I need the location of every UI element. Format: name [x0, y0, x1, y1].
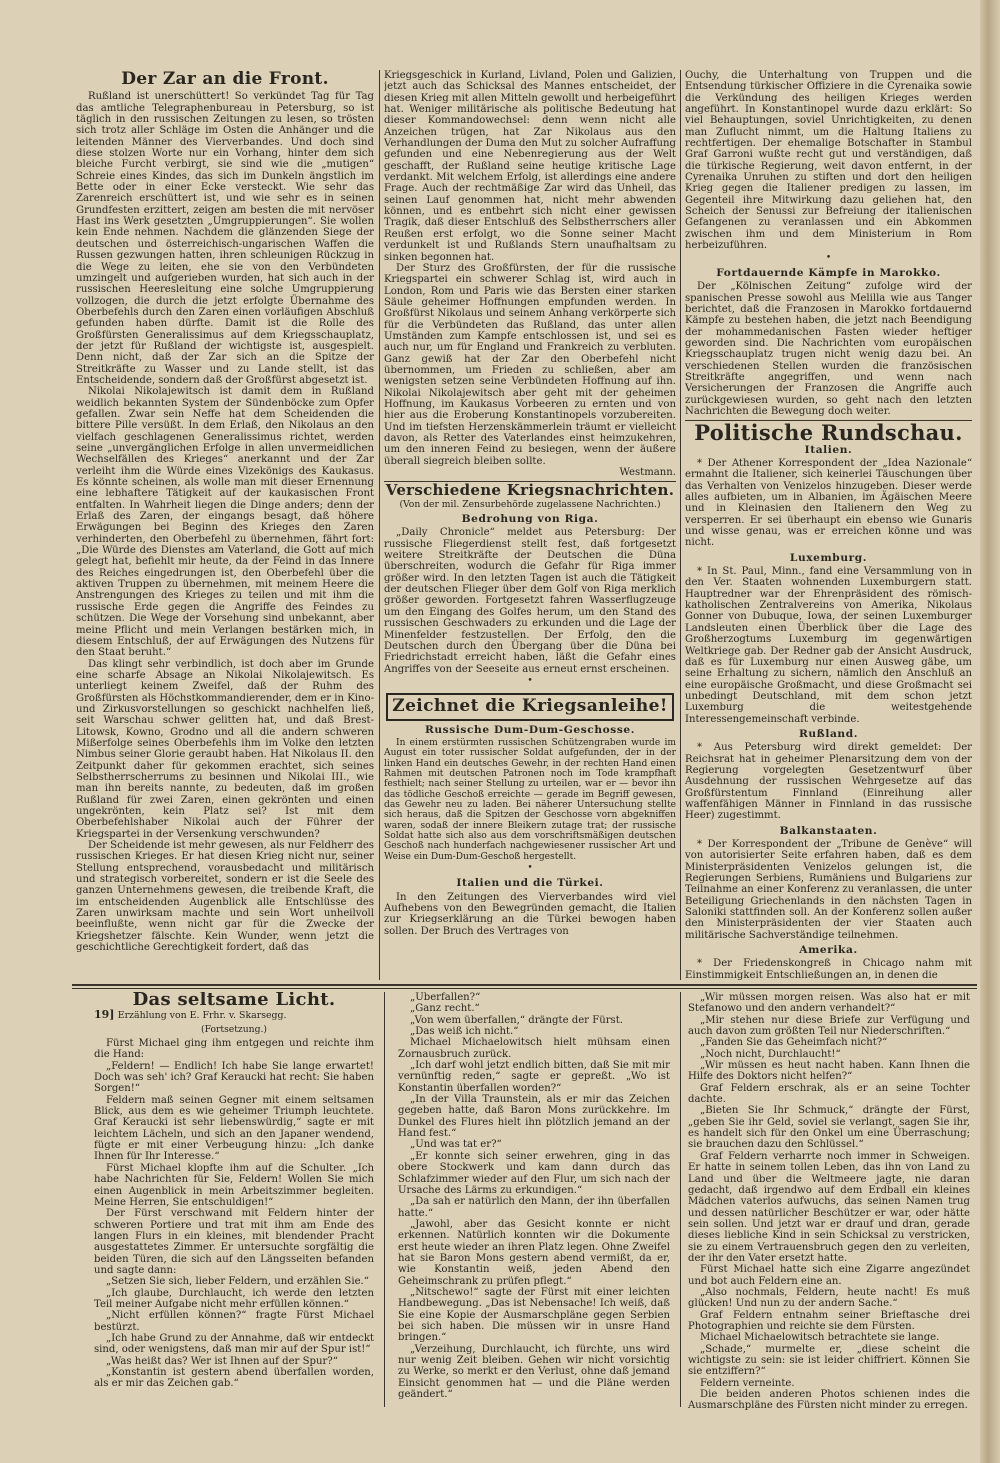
paragraph: Nikolai Nikolajewitsch ist damit dem in Rußland weidlich bekannten System der Sündenböcke zum Opfer gefallen. Zwar sein Neffe hat dem Scheidenden die bittere Pille versüßt. In dem Erlaß, den Nikolaus an den vielfach geschlagenen Generalissimus richtet, werden seine „unvergänglichen Erfolge in allen unvermeidlichen Wechselfällen des Krieges“ anerkannt und der Zar verleiht ihm die Würde eines Vizekönigs des Kaukasus. Es könnte scheinen, als wolle man mit dieser Ernennung eine lebhaftere Tätigkeit auf der kaukasischen Front entfalten. In Wahrheit liegen die Dinge anders; denn der Erlaß des Zaren, der eingangs besagt, daß höhere Erwägungen bei Beginn des Krieges den Zaren verhinderten, den Oberbefehl zu übernehmen, fährt fort: „Die Würde des Dienstes am Vaterland, die Gott auf mich gelegt hat, befiehlt mir heute, da der Feind in das Innere des Reiches eingedrungen ist, den Oberbefehl über die aktiven Truppen zu übernehmen, mit meinem Heere die Anstrengungen des Krieges zu teilen und mit ihm die russische Erde gegen die Angriffe des Feindes zu schützen. Die Wege der Vorsehung sind unbekannt, aber meine Pflicht und mein Verlangen bestärken mich, in diesem Entschluß, der auf Erwägungen des Nutzens für den Staat beruht.“: [76, 386, 374, 659]
paragraph: Graf Feldern erschrak, als er an seine Tochter dachte.: [688, 1082, 970, 1106]
paragraph: * In St. Paul, Minn., fand eine Versammlung von in den Ver. Staaten wohnenden Luxemburgern statt. Hauptredner war der Ehrenpräsident des römisch-katholischen Zentralvereins von Amerika, Nikolaus Gonner von Dubuque, Iowa, der seinen Luxemburger Landsleuten einen Überblick über die Lage des Großherzogtums Luxemburg im gegenwärtigen Weltkriege gab. Der Redner gab der Ansicht Ausdruck, daß es für Luxemburg nur einen Ausweg gäbe, um seine Erhaltung zu sichern, nämlich den Anschluß an eine europäische Großmacht, und diese Großmacht sei unbedingt Deutschland, mit dem schon jetzt Luxemburg die weitestgehende Interessengemeinschaft verbinde.: [685, 566, 972, 725]
paragraph: „Von wem überfallen,“ drängte der Fürst.: [410, 1014, 623, 1026]
paragraph: Fürst Michael hatte sich eine Zigarre angezündet und bot auch Feldern eine an.: [688, 1264, 970, 1287]
paragraph: „Noch nicht, Durchlaucht!“: [700, 1048, 841, 1060]
paragraph: „Nicht erfüllen können?“ fragte Fürst Michael bestürzt.: [94, 1310, 374, 1333]
heading-riga: Bedrohung von Riga.: [461, 513, 599, 526]
paragraph: Ouchy, die Unterhaltung von Truppen und die Entsendung türkischer Offiziere in die Cyrenaika sowie die Verkündung des heiligen Krieges werden angeführt. In Konstantinopel wurde dazu erklärt: So viel Behauptungen, soviel Unrichtigkeiten, zu denen man Zuflucht nimmt, um die Haltung Italiens zu rechtfertigen. Der ehemalige Botschafter in Stambul Graf Garroni wußte recht gut und verständigen, daß die türkische Regierung, weit davon entfernt, in der Cyrenaika Unruhen zu stiften und dort den heiligen Krieg gegen die Italiener predigen zu lassen, im Gegenteil ihre Mitwirkung dazu geliehen hat, den Scheich der Senussi zur Befreiung der italienischen Gefangenen zu veranlassen und ein Abkommen zwischen ihm und dem Ministerium in Rom herbeizuführen.: [685, 70, 972, 252]
feuilleton-column-2: [398, 992, 670, 1412]
heading-russland: Rußland.: [798, 727, 859, 740]
paragraph: „In der Villa Traunstein, als er mir das Zeichen gegeben hatte, daß Baron Mons zurückkehre. Im Dunkel des Flures hielt ihn plötzlich jemand an der Hand fest.“: [398, 1094, 670, 1140]
paragraph: Der Scheidende ist mehr gewesen, als nur Feldherr des russischen Krieges. Er hat diesen Krieg nicht nur, seiner Stellung entsprechend, vorausbedacht und militärisch und strategisch vorbereitet, sondern er ist die Seele des ganzen Unternehmens gewesen, die treibende Kraft, die im entscheidenden Augenblick alle Entschlüsse des Zaren unwirksam machte und sein Wort unheilvoll beeinflußte, wenn nicht gar für die Zwecke der Kriegshetzer fälschte. Kein Wunder, wenn jetzt die geschichtliche Gerechtigkeit fordert, daß das: [76, 840, 374, 954]
column-divider: [680, 992, 681, 1407]
paragraph: „Da sah er natürlich den Mann, der ihn überfallen hatte.“: [398, 1196, 670, 1219]
paragraph: „Ganz recht.“: [410, 1003, 480, 1015]
section-subtitle: (Von der mil. Zensurbehörde zugelassene Nachrichten.): [399, 498, 661, 510]
paragraph: „Überfallen?“: [410, 992, 481, 1003]
separator-star: •: [825, 252, 832, 263]
paragraph: Das klingt sehr verbindlich, ist doch aber im Grunde eine scharfe Absage an Nikolai Nikolajewitsch. Es unterliegt keinem Zweifel, daß der Ruhm des Großfürsten als Höchstkommandierender, dem er in Kino- und Zirkusvorstellungen so geschickt nachhelfen ließ, seit Warschau schwer gelitten hat, und daß Brest-Litowsk, Kowno, Grodno und all die andern schweren Mißerfolge seines Oberbefehls ihm im Volke den letzten Nimbus seiner Glorie geraubt haben. Hat Nikolaus II. den Zeitpunkt daher für gekommen erachtet, sich seines Selbstherrscherrums zu besinnen und Nikolai III., wie man ihn bereits nannte, zu bedeuten, daß im großen Rußland für zwei Zaren, einen gekrönten und einen ungekrönten, kein Platz sei? Ist mit dem Oberbefehlshaber Nikolai auch der Führer der Kriegspartei in der Versenkung verschwunden?: [76, 658, 374, 840]
column-divider: [680, 70, 681, 980]
paragraph: Michael Michaelowitsch hielt mühsam einen Zornausbruch zurück.: [398, 1037, 670, 1060]
page-fold-shadow: [980, 0, 1000, 1463]
paragraph: Der Fürst verschwand mit Feldern hinter der schweren Portiere und trat mit ihm am Ende des langen Flurs in ein kleines, mit blendender Pracht ausgestattetes Zimmer. Er untersuchte sorgfältig die beiden Türen, die sich auf den Längsseiten befanden und sagte dann:: [94, 1208, 374, 1276]
paragraph: Fürst Michael klopfte ihm auf die Schulter. „Ich habe Nachrichten für Sie, Feldern! Wollen Sie mich einen Augenblick in mein Arbeitszimmer begleiten. Meine Herren, Sie entschuldigen!“: [94, 1162, 374, 1208]
paragraph: „Nitschewo!“ sagte der Fürst mit einer leichten Handbewegung. „Das ist Nebensache! Ich weiß, daß Sie eine Kopie der Ausmarschpläne gegen Serbien bei sich haben. Die müssen wir in unsre Hand bringen.“: [398, 1286, 670, 1344]
paragraph: „Ich glaube, Durchlaucht, ich werde den letzten Teil meiner Aufgabe nicht mehr erfüllen können.“: [94, 1287, 374, 1310]
kriegsanleihe-ad-box: Zeichnet die Kriegsanleihe!: [386, 693, 674, 720]
paragraph: „Schade,“ murmelte er, „diese scheint die wichtigste zu sein: sie ist leider chiffriert. Können Sie sie entziffern?“: [688, 1343, 970, 1378]
paragraph: Rußland ist unerschüttert! So verkündet Tag für Tag das amtliche Telegraphenbureau in Petersburg, so ist täglich in den russischen Zeitungen zu lesen, so trösten sich trotz aller Schläge im Osten die Anhänger und die leitenden Männer des Vierverbandes. Und doch sind diese stolzen Worte nur ein Vorhang, hinter dem sich bleiche Furcht verbirgt, sie sind wie die „mutigen“ Schreie eines Kindes, das sich im Dunkeln ängstlich im Bette oder in einer Ecke versteckt. Wie sehr das Zarenreich erschüttert ist, und wie sehr es in seinen Grundfesten erzittert, zeigen am besten die mit nervöser Hast ins Werk gesetzten „Umgruppierungen“. Sie wollen kein Ende nehmen. Nachdem die glänzenden Siege der deutschen und österreichisch-ungarischen Waffen die Russen gezwungen hatten, ihren schleunigen Rückzug in die Wege zu leiten, ehe sie von den Verbündeten umzingelt und aufgerieben wurden, hat sich auch in der russischen Heeresleitung eine solche Umgruppierung vollzogen, die durch die jetzt erfolgte Übernahme des Oberbefehls durch den Zaren einen vorläufigen Abschluß gefunden haben dürfte. Damit ist die Rolle des Großfürsten Generalissimus auf dem Kriegsschauplatz, der jetzt für Rußland der wichtigste ist, ausgespielt. Denn nicht, daß der Zar sich an die Spitze der Streitkräfte zu Wasser und zu Lande stellt, ist das Entscheidende, sondern daß der Großfürst abgesetzt ist.: [76, 91, 374, 386]
paragraph: „Fanden Sie das Geheimfach nicht?“: [700, 1037, 888, 1049]
serial-number: 19]: [94, 1008, 115, 1022]
paragraph: „Setzen Sie sich, lieber Feldern, und erzählen Sie.“: [106, 1276, 369, 1288]
paragraph: Der Sturz des Großfürsten, der für die russische Kriegspartei ein schwerer Schlag ist, wird auch in London, Rom und Paris wie das Bersten einer starken Säule geheimer Hoffnungen empfunden werden. In Großfürst Nikolaus und seinem Anhang verkörperte sich für die Verbündeten das Rußland, das unter allen Umständen zum Kampfe entschlossen ist, und sei es auch nur, um für England und Frankreich zu verbluten. Ganz gewiß hat der Zar den Oberbefehl nicht übernommen, um Frieden zu schließen, aber am wenigsten setzen seine Verbündeten Hoffnung auf ihn. Nikolai Nikolajewitsch aber geht mit der geheimen Hoffnung, im Kaukasus Vorbeeren zu ernten und von hier aus die Eroberung Konstantinopels vorzubereiten. Und im tiefsten Herzenskämmerlein träumt er vielleicht davon, als Retter des Vaterlandes einst heimzukehren, um den inneren Feind zu besiegen, wenn der äußere überall siegreich bleiben sollte.: [384, 262, 676, 467]
paragraph: „Mir stehen nur diese Briefe zur Verfügung und auch davon zum größten Teil nur Niederschriften.“: [688, 1014, 970, 1038]
feuilleton-rule: [72, 984, 977, 986]
paragraph: „Verzeihung, Durchlaucht, ich fürchte, uns wird nur wenig Zeit bleiben. Gehen wir nicht vorsichtig zu Werke, so merkt er den Verlust, ohne daß jemand Einsicht genommen hat — und die Pläne werden geändert.“: [398, 1343, 670, 1401]
paragraph: „Feldern! — Endlich! Ich habe Sie lange erwartet! Doch was seh' ich? Graf Keraucki hat recht: Sie haben Sorgen!“: [94, 1060, 374, 1095]
paragraph: Feldern maß seinen Gegner mit einem seltsamen Blick, aus dem es wie geheimer Triumph leuchtete. Graf Keraucki ist sehr liebenswürdig,“ sagte er mit leichtem Lächeln, und sich an den Japaner wendend, fügte er mit einer Verbeugung hinzu: „Ich danke Ihnen für Ihr Interesse.“: [94, 1094, 374, 1163]
byline: Erzählung von E. Frhr. v. Skarsegg.: [117, 1010, 287, 1022]
paragraph: Fürst Michael ging ihm entgegen und reichte ihm die Hand:: [94, 1038, 374, 1061]
paragraph: „Jawohl, aber das Gesicht konnte er nicht erkennen. Natürlich konnten wir die Dokumente erst heute wieder an ihren Platz legen. Ohne Zweifel hat sie Baron Mons gestern abend vermißt, da er, wie Konstantin weiß, jeden Abend den Geheimschrank zu prüfen pflegt.“: [398, 1218, 670, 1287]
section-title-rundschau: Politische Rundschau.: [694, 420, 963, 446]
paragraph: „Daily Chronicle“ meldet aus Petersburg: Der russische Fliegerdienst stellt fest, daß fortgesetzt weitere Streitkräfte der Deutschen die Düna überschreiten, wodurch die Gefahr für Riga immer größer wird. In den letzten Tagen ist auch die Tätigkeit der deutschen Flieger über dem Golf von Riga merklich größer geworden. Fortgesetzt fahren Wasserflugzeuge um den Eingang des Golfes herum, um den Stand des russischen Geschwaders zu erkunden und die Lage der Minenfelder festzustellen. Der Erfolg, den die Deutschen durch den Übergang über die Düna bei Friedrichstadt erreicht haben, läßt die Gefahr eines Angriffes von der Seeseite aus erneut ernst erscheinen.: [384, 527, 676, 675]
section-title-kriegsnachrichten: Verschiedene Kriegsnachrichten.: [385, 481, 675, 500]
paragraph: „Also nochmals, Feldern, heute nacht! Es muß glücken! Und nun zu der andern Sache.“: [688, 1286, 970, 1310]
paragraph: „Das weiß ich nicht.“: [410, 1026, 519, 1038]
paragraph: Die beiden anderen Photos schienen indes die Ausmarschpläne des Fürsten nicht minder zu erregen.: [688, 1389, 970, 1412]
feuilleton-column-1: [94, 992, 374, 1412]
heading-italien: Italien.: [804, 443, 853, 456]
paragraph: „Wir müssen es heut nacht haben. Kann Ihnen die Hilfe des Doktors nicht helfen?“: [688, 1060, 970, 1083]
heading-marokko: Fortdauernde Kämpfe in Marokko.: [716, 266, 941, 279]
paragraph: * Der Korrespondent der „Tribune de Genève“ will von autorisierter Seite erfahren haben, daß es dem Ministerpräsidenten Venizelos gelungen ist, die Regierungen Serbiens, Rumäniens und Bulgariens zur Teilnahme an einer Konferenz zu veranlassen, die unter Beteiligung Griechenlands in den nächsten Tagen in Saloniki stattfinden soll. An der Konferenz sollen außer den Ministerpräsidenten der vier Staaten auch militärische Sachverständige teilnehmen.: [685, 839, 972, 941]
paragraph: „Wir müssen morgen reisen. Was also hat er mit Stefanowo und den andern verhandelt?“: [688, 992, 970, 1015]
paragraph: Der „Kölnischen Zeitung“ zufolge wird der spanischen Presse sowohl aus Melilla wie aus Tanger berichtet, daß die Franzosen in Marokko fortdauernd Kämpfe zu bestehen haben, die jetzt nach Beendigung der mohammedanischen Fasten wieder heftiger geworden sind. Die Nachrichten vom europäischen Kriegsschauplatz trugen nicht wenig dazu bei. An verschiedenen Stellen wurden die französischen Streitkräfte angegriffen, und wenn nach Versicherungen der Franzosen die Angriffe auch zurückgewiesen wurden, so geht nach den letzten Nachrichten die Bewegung doch weiter.: [685, 281, 972, 417]
heading-balkan: Balkanstaaten.: [779, 824, 878, 837]
article-title-zar: Der Zar an die Front.: [121, 70, 329, 89]
paragraph: Graf Feldern verharrte noch immer in Schweigen. Er hatte in seinem tollen Leben, das ihn von Land zu Land und über die Weltmeere jagte, nie daran gedacht, daß irgendwo auf dem Erdball ein kleines Mädchen vaterlos aufwuchs, das seinen Namen trug und dessen natürlicher Beschützer er war, oder hätte sein sollen. Und jetzt war er drauf und dran, gerade dieses liebliche Kind in sein Schicksal zu verstricken, sie zu einem Vertrauensbruch gegen den zu verleiten, der ihr den Vater ersetzt hatte.: [688, 1150, 970, 1264]
column-divider: [379, 70, 380, 980]
paragraph: „Ich darf wohl jetzt endlich bitten, daß Sie mit mir vernünftig reden,“ sagte er gepreßt. „Wo ist Konstantin überfallen worden?“: [398, 1060, 670, 1094]
paragraph: „Was heißt das? Wer ist Ihnen auf der Spur?“: [106, 1355, 338, 1367]
paragraph: Feldern verneinte.: [700, 1377, 795, 1389]
paragraph: In den Zeitungen des Vierverbandes wird viel Aufhebens von den Bewegründen gemacht, die Italien zur Kriegserklärung an die Türkei bewogen haben sollen. Der Bruch des Vertrages von: [384, 891, 676, 937]
heading-dumdum: Russische Dum-Dum-Geschosse.: [424, 723, 636, 736]
feuilleton-column-3: [688, 992, 970, 1412]
paragraph: Graf Feldern entnahm seiner Brieftasche drei Photographien und reichte sie dem Fürsten.: [688, 1309, 970, 1332]
column-3: [685, 70, 972, 980]
paragraph: Kriegsgeschick in Kurland, Livland, Polen und Galizien, jetzt auch das Schicksal des Mannes entscheidet, der diesen Krieg mit allen Mitteln gewollt und herbeigeführt hat. Weniger militärische als politische Bedeutung hat dieser Kommandowechsel: denn wenn nicht alle Anzeichen trügen, hat Zar Nikolaus aus den Verhandlungen der Duma den Mut zu solcher Aufraffung gefunden und eine Nebenregierung aus der Welt geschafft, der Rußland seine heutige kritische Lage verdankt. Mit welchem Erfolg, ist allerdings eine andere Frage. Auch der rechtmäßige Zar wird das Unheil, das seinen Lauf genommen hat, nicht mehr abwenden können, und es entbehrt sich nicht einer gewissen Tragik, daß dieser Entschluß des Selbstherrschers aller Reußen erst erfolgt, wo die Sonne seiner Macht verdunkelt ist und Rußlands Stern unaufhaltsam zu sinken begonnen hat.: [384, 70, 676, 263]
heading-tuerkei: Italien und die Türkei.: [456, 877, 604, 890]
separator-star: •: [527, 863, 533, 874]
feuilleton-title: Das seltsame Licht.: [132, 992, 336, 1010]
paragraph: „Konstantin ist gestern abend überfallen worden, als er mir das Zeichen gab.“: [94, 1367, 374, 1390]
signature: Westmann.: [619, 467, 676, 479]
paragraph: „Er konnte sich seiner erwehren, ging in das obere Stockwerk und kam dann durch das Schlafzimmer wieder auf den Flur, um sich nach der Ursache des Lärms zu erkundigen.“: [398, 1150, 670, 1196]
heading-luxemburg: Luxemburg.: [789, 551, 868, 564]
paragraph: In einem erstürmten russischen Schützengraben wurde im August ein toter russischer Soldat aufgefunden, der in der linken Hand ein deutsches Gewehr, in der rechten Hand einen Rahmen mit deutschen Patronen noch im Tode krampfhaft festhielt; nach seiner Stellung zu urteilen, war er — bevor ihn das tödliche Geschoß erreichte — gerade im Begriff gewesen, das Gewehr neu zu laden. Bei näherer Untersuchung stellte sich heraus, daß die Spitzen der Geschosse vorn abgekniffen waren, sodaß der innere Bleikern zutage trat; der russische Soldat hatte sich also aus dem vorschriftsmäßigen deutschen Geschoß nach hunderfach nachgewiesener russischer Art und Weise ein Dum-Dum-Geschoß hergestellt.: [384, 737, 676, 862]
paragraph: * Aus Petersburg wird direkt gemeldet: Der Reichsrat hat in geheimer Plenarsitzung dem von der Regierung vorgelegten Gesetzentwurf über Ausdehnung der russischen Wehrgesetze auf das Großfürstentum Finnland (Einreihung aller waffenfähigen Männer in Finnland in das russische Heer) zugestimmt.: [685, 742, 972, 822]
paragraph: Michael Michaelowitsch betrachtete sie lange.: [700, 1332, 940, 1344]
heading-amerika: Amerika.: [799, 944, 858, 957]
column-divider: [384, 992, 385, 1407]
column-2: [384, 70, 676, 980]
column-1: [76, 70, 374, 980]
paragraph: „Und was tat er?“: [410, 1139, 502, 1151]
separator-star: •: [527, 675, 533, 686]
continuation-note: (Fortsetzung.): [201, 1023, 267, 1035]
paragraph: „Ich habe Grund zu der Annahme, daß wir entdeckt sind, oder wenigstens, daß man mir auf der Spur ist!“: [94, 1332, 374, 1356]
paragraph: „Bieten Sie Ihr Schmuck,“ drängte der Fürst, „geben Sie ihr Geld, soviel sie verlangt, sagen Sie ihr, es handelt sich für den Onkel um eine Überraschung; sie brauchen dazu den Schlüssel.“: [688, 1105, 970, 1151]
paragraph: * Der Friedenskongreß in Chicago nahm mit Einstimmigkeit Entschließungen an, in denen die: [685, 958, 972, 980]
feuilleton-rule-thin: [72, 988, 977, 989]
paragraph: * Der Athener Korrespondent der „Idea Nazionale“ ermahnt die Italiener, sich keinerlei Täuschungen über das Verhalten von Venizelos hinzugeben. Dieser werde alles aufbieten, um in Albanien, im Ägäischen Meere und in Kleinasien den Italienern den Weg zu versperren. Er sei überhaupt ein ebenso wie Gunaris und wisse genau, was er erreichen könne und was nicht.: [685, 458, 972, 549]
